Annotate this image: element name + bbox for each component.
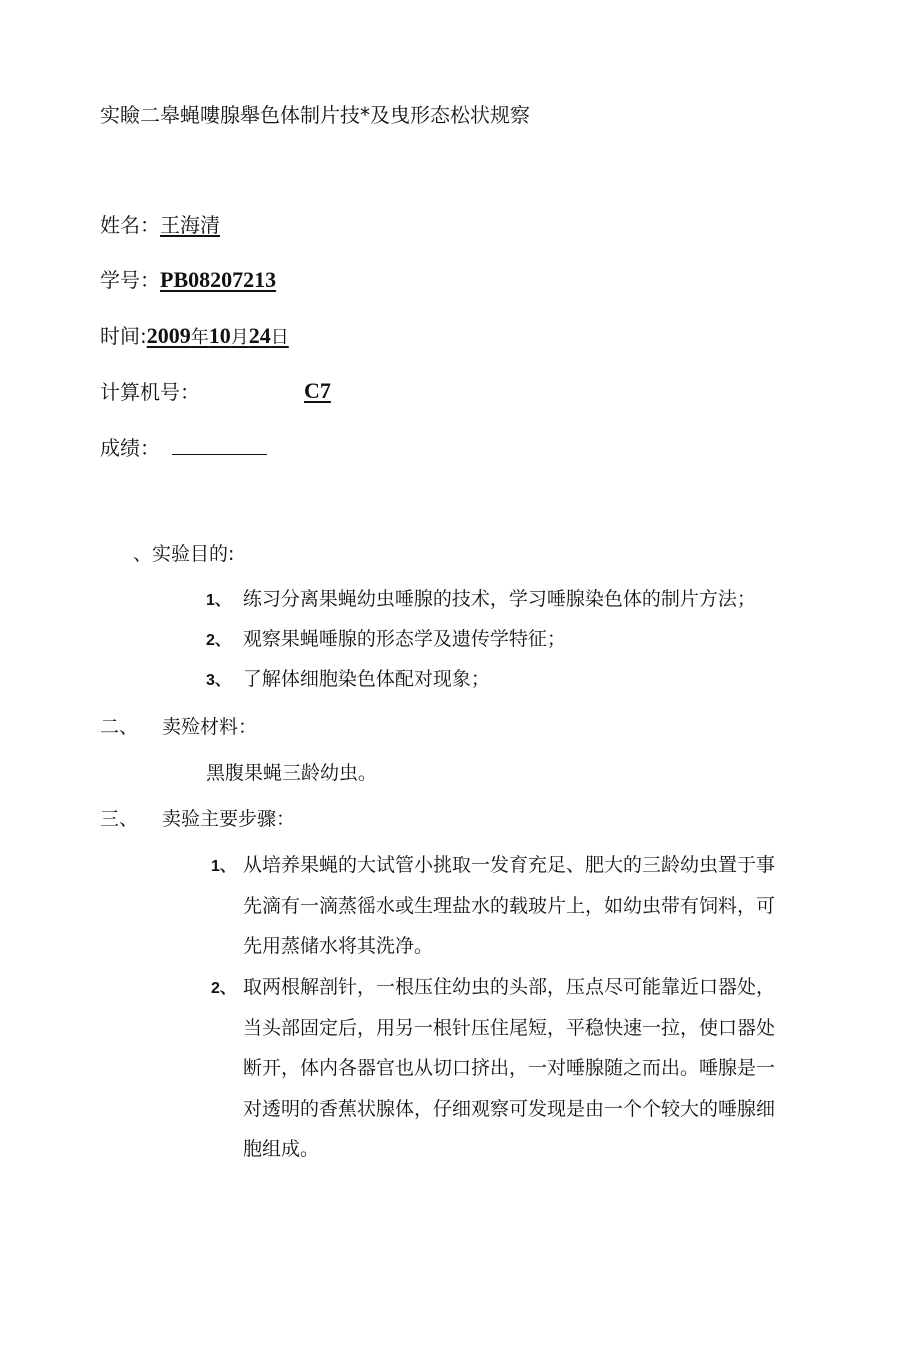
step-line: 胞组成。 (243, 1138, 320, 1160)
list-item (206, 587, 756, 613)
student-id-label: 学号： (100, 268, 160, 292)
list-item-number: 1、 (206, 592, 231, 609)
list-item (206, 627, 566, 653)
step-line: 断开，体内各器官也从切口挤出，一对唾腺随之而出。唾腺是一 (243, 1057, 776, 1079)
step-line: 先用蒸储水将其洗净。 (243, 935, 434, 957)
time-month: 10 (208, 323, 231, 348)
student-id-row (100, 268, 276, 292)
list-item-number: 3、 (206, 672, 231, 689)
time-value (147, 324, 289, 348)
step-line: 当头部固定后，用另一根针压住尾短，平稳快速一拉，使口器处 (243, 1017, 776, 1039)
section3-heading: 卖验主要步骤： (162, 808, 296, 830)
step-line: 从培养果蝇的大试管小挑取一发育充足、肥大的三龄幼虫置于事 (243, 854, 776, 876)
section2-heading: 卖殓材料： (162, 716, 258, 738)
step-line: 取两根解剖针，一根压住幼虫的头部，压点尽可能靠近口器处， (243, 976, 776, 998)
computer-label: 计算机号： (100, 380, 200, 404)
list-item (206, 667, 490, 693)
step-line: 对透明的香蕉状腺体，仔细观察可发现是由一个个较大的唾腺细 (243, 1098, 776, 1120)
grade-blank (172, 438, 267, 455)
section2-body: 黑腹果蝇三龄幼虫。 (206, 762, 378, 784)
time-month-unit: 月 (230, 327, 249, 348)
student-id-value: PB08207213 (160, 267, 277, 292)
computer-value: C7 (304, 378, 331, 403)
time-year-unit: 年 (190, 327, 209, 348)
step-line: 先滴有一滴蒸徭水或生理盐水的载玻片上，如幼虫带有饲料，可 (243, 895, 776, 917)
name-label: 姓名： (100, 213, 160, 237)
time-label: 时间: (100, 324, 147, 348)
section2-number: 二、 (100, 716, 139, 738)
list-item-text: 观察果蝇唾腺的形态学及遗传学特征； (242, 628, 566, 650)
grade-label: 成绩： (100, 436, 160, 460)
grade-row (100, 436, 267, 460)
name-value: 王海清 (160, 213, 220, 237)
list-item-text: 了解体细胞染色体配对现象； (242, 668, 490, 690)
section3-number: 三、 (100, 808, 139, 830)
time-row (100, 324, 289, 350)
time-day-unit: 日 (270, 327, 289, 348)
time-year: 2009 (146, 323, 191, 348)
list-item-number: 2、 (206, 632, 231, 649)
step-number: 2、 (211, 980, 236, 997)
document-title: 实瞼二皋蝇嘍腺舉色体制片技*及曳形态松状规察 (100, 103, 530, 127)
step-number: 1、 (211, 858, 236, 875)
name-row (100, 213, 220, 237)
section1-heading: 、实验目的: (133, 543, 235, 565)
time-day: 24 (248, 323, 271, 348)
list-item-text: 练习分离果蝇幼虫唾腺的技术，学习唾腺染色体的制片方法； (242, 588, 756, 610)
